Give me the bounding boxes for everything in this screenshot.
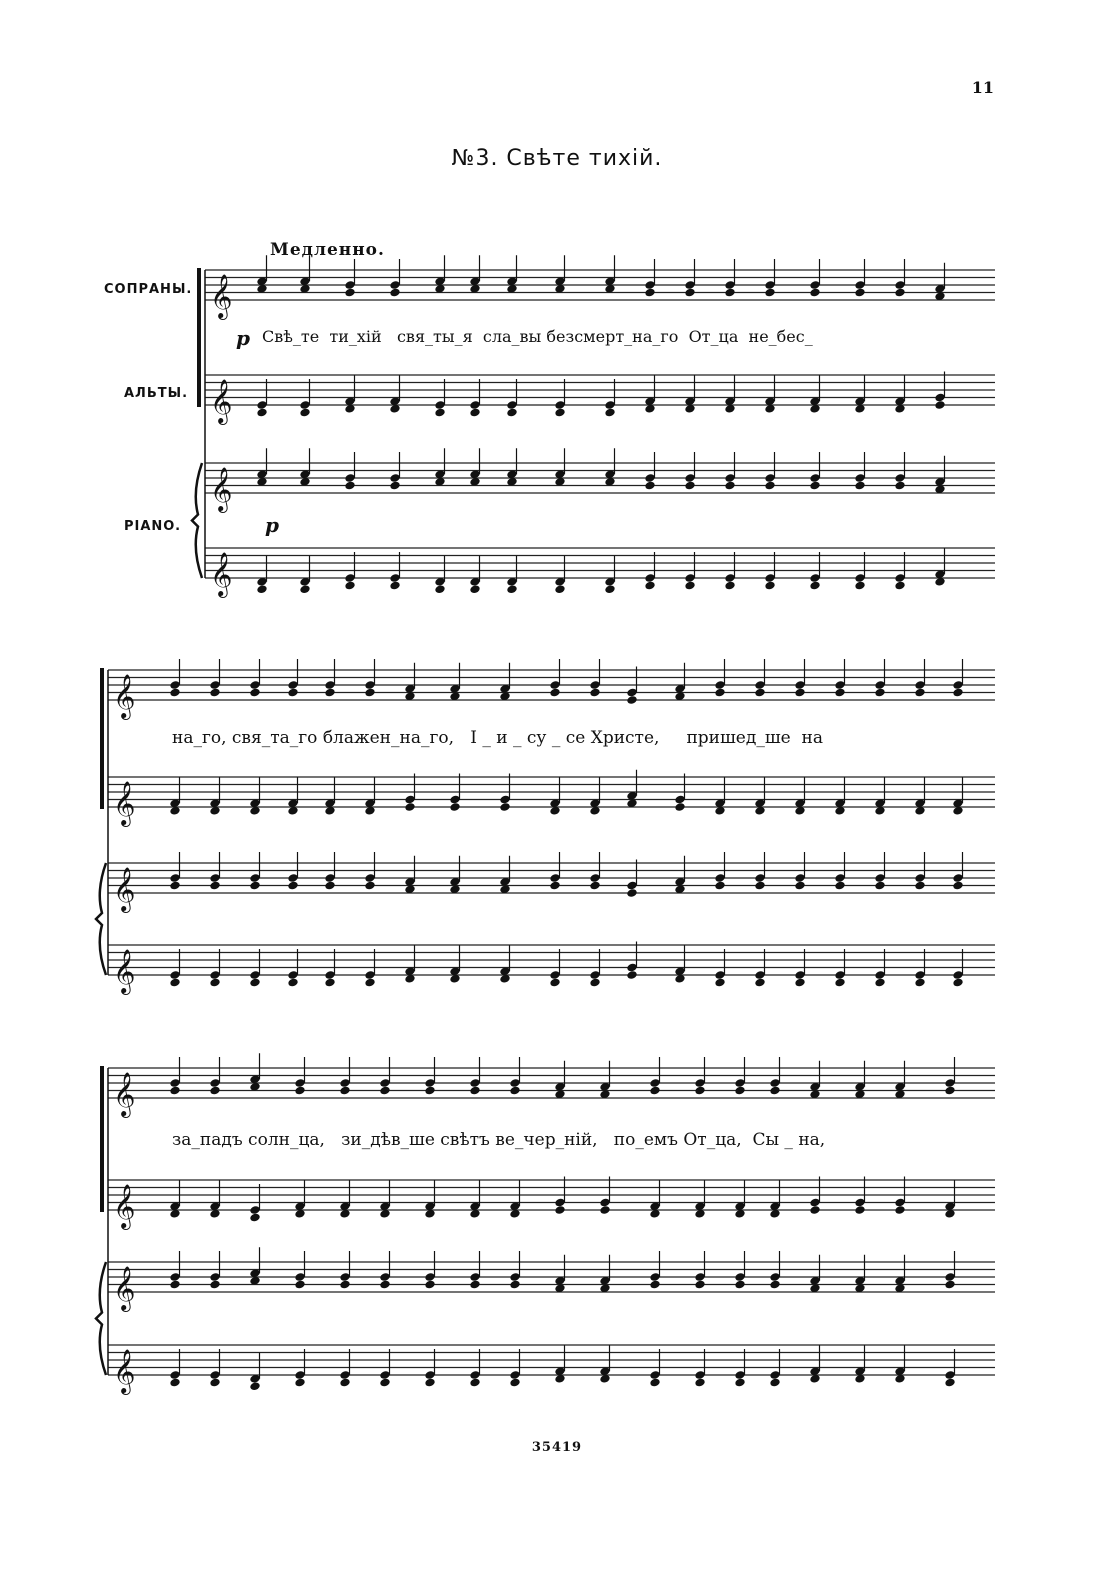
- notehead: [209, 1085, 220, 1095]
- notehead: [424, 1085, 435, 1095]
- notehead: [952, 880, 963, 890]
- notehead: [834, 880, 845, 890]
- notehead: [469, 584, 480, 594]
- lyrics-line-2: на_го, свя_та_го блажен_на_го, І _ и _ су _ се Христе, пришед_ше на: [172, 728, 823, 748]
- notehead: [506, 584, 517, 594]
- notehead: [249, 880, 260, 890]
- notehead: [734, 1279, 745, 1289]
- notehead: [724, 287, 735, 297]
- notehead: [604, 584, 615, 594]
- notehead: [339, 1377, 350, 1387]
- piano-brace: [192, 463, 202, 578]
- notehead: [379, 1279, 390, 1289]
- notehead: [914, 977, 925, 987]
- notehead: [294, 1085, 305, 1095]
- notehead: [854, 480, 865, 490]
- notehead: [287, 977, 298, 987]
- notehead: [644, 480, 655, 490]
- notehead: [809, 1205, 820, 1215]
- treble-clef-icon: 𝄞: [210, 379, 233, 423]
- notehead: [944, 1377, 955, 1387]
- notehead: [554, 584, 565, 594]
- notehead: [952, 977, 963, 987]
- notehead: [649, 1377, 660, 1387]
- notehead: [169, 1377, 180, 1387]
- notehead: [914, 687, 925, 697]
- notehead: [734, 1085, 745, 1095]
- notehead: [854, 580, 865, 590]
- tempo-marking: Медленно.: [270, 240, 385, 260]
- notehead: [854, 287, 865, 297]
- notehead: [324, 977, 335, 987]
- notehead: [209, 1279, 220, 1289]
- notehead: [209, 1377, 220, 1387]
- notehead: [364, 687, 375, 697]
- notehead: [299, 407, 310, 417]
- notehead: [256, 407, 267, 417]
- notehead: [169, 1085, 180, 1095]
- notehead: [287, 687, 298, 697]
- notehead: [589, 687, 600, 697]
- notehead: [249, 1381, 260, 1391]
- label-alto: АЛЬТЫ.: [124, 386, 189, 401]
- treble-clef-icon: 𝄞: [113, 867, 136, 911]
- notehead: [769, 1085, 780, 1095]
- notehead: [344, 580, 355, 590]
- treble-clef-icon: 𝄞: [113, 781, 136, 825]
- notehead: [509, 1085, 520, 1095]
- notehead: [724, 480, 735, 490]
- notehead: [714, 880, 725, 890]
- notehead: [469, 407, 480, 417]
- notehead: [794, 977, 805, 987]
- notehead: [649, 1279, 660, 1289]
- notehead: [604, 407, 615, 417]
- notehead: [554, 1205, 565, 1215]
- notehead: [644, 580, 655, 590]
- notehead: [626, 970, 637, 980]
- notehead: [169, 1279, 180, 1289]
- notehead: [364, 880, 375, 890]
- notehead: [626, 695, 637, 705]
- notehead: [249, 977, 260, 987]
- dynamic-voices: p: [236, 326, 250, 350]
- treble-clef-icon: 𝄞: [113, 1349, 136, 1393]
- notehead: [684, 580, 695, 590]
- notehead: [344, 480, 355, 490]
- notehead: [339, 1279, 350, 1289]
- label-soprano: СОПРАНЫ.: [104, 282, 193, 297]
- notehead: [389, 480, 400, 490]
- notehead: [754, 880, 765, 890]
- notehead: [549, 687, 560, 697]
- notehead: [506, 407, 517, 417]
- dynamic-piano: p: [265, 513, 279, 537]
- notehead: [794, 880, 805, 890]
- notehead: [389, 580, 400, 590]
- notehead: [952, 687, 963, 697]
- notehead: [894, 480, 905, 490]
- notehead: [714, 687, 725, 697]
- notehead: [754, 687, 765, 697]
- notehead: [299, 584, 310, 594]
- notehead: [404, 802, 415, 812]
- notehead: [589, 977, 600, 987]
- notehead: [874, 880, 885, 890]
- notehead: [209, 880, 220, 890]
- notehead: [944, 1279, 955, 1289]
- notehead: [249, 1212, 260, 1222]
- notehead: [599, 1205, 610, 1215]
- notehead: [169, 977, 180, 987]
- notehead: [644, 287, 655, 297]
- notehead: [169, 687, 180, 697]
- notehead: [734, 1377, 745, 1387]
- notehead: [694, 1377, 705, 1387]
- notehead: [249, 687, 260, 697]
- notehead: [589, 880, 600, 890]
- page-number: 11: [971, 78, 994, 97]
- notehead: [294, 1377, 305, 1387]
- notehead: [434, 584, 445, 594]
- piano-brace: [96, 1262, 106, 1375]
- notehead: [424, 1279, 435, 1289]
- treble-clef-icon: 𝄞: [113, 1184, 136, 1228]
- notehead: [809, 480, 820, 490]
- notehead: [509, 1279, 520, 1289]
- notehead: [754, 977, 765, 987]
- notehead: [344, 287, 355, 297]
- notehead: [469, 1377, 480, 1387]
- notehead: [256, 584, 267, 594]
- treble-clef-icon: 𝄞: [210, 467, 233, 511]
- notehead: [809, 287, 820, 297]
- notehead: [169, 880, 180, 890]
- notehead: [549, 977, 560, 987]
- notehead: [324, 687, 335, 697]
- treble-clef-icon: 𝄞: [210, 274, 233, 318]
- notehead: [499, 802, 510, 812]
- notehead: [764, 480, 775, 490]
- notehead: [324, 880, 335, 890]
- notehead: [794, 687, 805, 697]
- treble-clef-icon: 𝄞: [113, 674, 136, 718]
- notehead: [364, 977, 375, 987]
- lyrics-line-3: за_падъ солн_ца, зи_дѣв_ше свѣтъ ве_чер_ній, по_емъ От_ца, Сы _ на,: [172, 1130, 826, 1150]
- notehead: [649, 1085, 660, 1095]
- plate-number: 35419: [531, 1440, 583, 1455]
- notehead: [894, 1205, 905, 1215]
- treble-clef-icon: 𝄞: [113, 1072, 136, 1116]
- notehead: [764, 580, 775, 590]
- notehead: [724, 580, 735, 590]
- notehead: [469, 1085, 480, 1095]
- piece-title: №3. Свѣте тихій.: [451, 146, 663, 171]
- lyrics-line-1: Свѣ_те ти_хій свя_ты_я сла_вы безсмерт_на_го От_ца не_бес_: [262, 327, 813, 346]
- notehead: [379, 1377, 390, 1387]
- notehead: [209, 977, 220, 987]
- notehead: [294, 1279, 305, 1289]
- label-piano: PIANO.: [124, 519, 182, 534]
- notehead: [626, 888, 637, 898]
- notehead: [694, 1279, 705, 1289]
- notehead: [379, 1085, 390, 1095]
- notehead: [509, 1377, 520, 1387]
- notehead: [684, 480, 695, 490]
- notehead: [834, 687, 845, 697]
- notehead: [554, 407, 565, 417]
- notehead: [914, 880, 925, 890]
- notehead: [339, 1085, 350, 1095]
- notehead: [769, 1377, 780, 1387]
- notehead: [769, 1279, 780, 1289]
- treble-clef-icon: 𝄞: [113, 949, 136, 993]
- treble-clef-icon: 𝄞: [210, 552, 233, 596]
- notehead: [209, 687, 220, 697]
- notehead: [424, 1377, 435, 1387]
- notehead: [854, 1205, 865, 1215]
- notehead: [894, 287, 905, 297]
- notehead: [674, 802, 685, 812]
- notehead: [549, 880, 560, 890]
- notehead: [389, 287, 400, 297]
- notehead: [287, 880, 298, 890]
- notehead: [694, 1085, 705, 1095]
- treble-clef-icon: 𝄞: [113, 1266, 136, 1310]
- notehead: [684, 287, 695, 297]
- notehead: [874, 977, 885, 987]
- notehead: [934, 400, 945, 410]
- notehead: [434, 407, 445, 417]
- piano-brace: [96, 863, 106, 975]
- notehead: [449, 802, 460, 812]
- notehead: [714, 977, 725, 987]
- notehead: [764, 287, 775, 297]
- notehead: [834, 977, 845, 987]
- notehead: [809, 580, 820, 590]
- notehead: [874, 687, 885, 697]
- notehead: [894, 580, 905, 590]
- notehead: [469, 1279, 480, 1289]
- notehead: [944, 1085, 955, 1095]
